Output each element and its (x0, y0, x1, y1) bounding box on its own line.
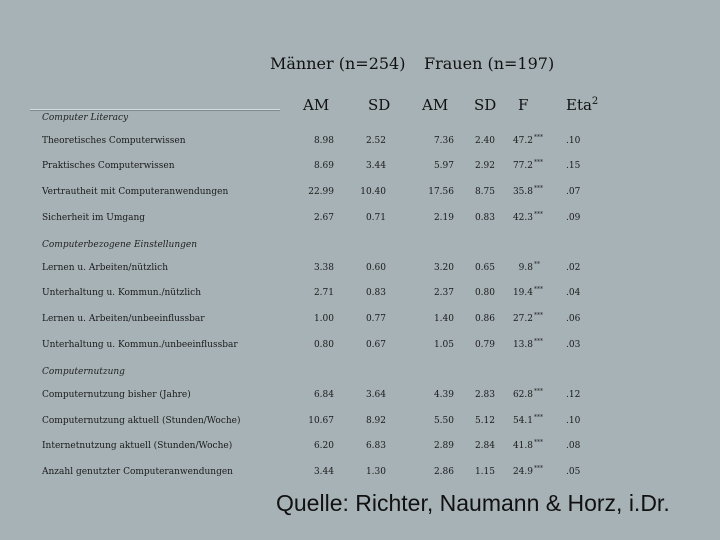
cell-am-frauen: 5.97 (433, 161, 454, 171)
cell-significance: *** (534, 134, 543, 141)
cell-f: 47.2 (512, 136, 533, 146)
cell-sd-maenner: 6.83 (365, 441, 386, 451)
cell-sd-frauen: 2.84 (474, 441, 495, 451)
cell-eta2: .08 (566, 441, 581, 451)
row-label: Unterhaltung u. Kommun./unbeeinflussbar (42, 340, 238, 350)
row-label: Unterhaltung u. Kommun./nützlich (42, 288, 202, 298)
cell-am-frauen: 2.19 (433, 213, 454, 223)
row-label: Theoretisches Computerwissen (42, 136, 186, 146)
cell-f: 24.9 (512, 467, 533, 477)
cell-sd-frauen: 2.92 (474, 161, 495, 171)
col-header-am-frauen: AM (422, 96, 449, 114)
table-row (0, 263, 720, 277)
cell-sd-maenner: 0.67 (365, 340, 386, 350)
cell-sd-maenner: 8.92 (365, 416, 386, 426)
cell-eta2: .07 (566, 187, 581, 197)
table-row (0, 441, 720, 455)
cell-am-maenner: 2.67 (313, 213, 334, 223)
cell-am-frauen: 1.40 (433, 314, 454, 324)
cell-significance: *** (534, 185, 543, 192)
section-computer-literacy: Computer Literacy (42, 113, 129, 123)
col-header-am-maenner: AM (303, 96, 330, 114)
cell-sd-maenner: 3.44 (365, 161, 386, 171)
cell-eta2: .10 (566, 136, 581, 146)
row-label: Internetnutzung aktuell (Stunden/Woche) (42, 441, 233, 451)
cell-eta2: .12 (566, 390, 581, 400)
cell-sd-maenner: 3.64 (365, 390, 386, 400)
cell-sd-frauen: 2.83 (474, 390, 495, 400)
table-row (0, 416, 720, 430)
row-label: Sicherheit im Umgang (42, 213, 146, 223)
cell-sd-frauen: 0.86 (474, 314, 495, 324)
col-header-eta2 (566, 96, 598, 114)
cell-sd-frauen: 0.65 (474, 263, 495, 273)
cell-sd-frauen: 8.75 (474, 187, 495, 197)
cell-sd-maenner: 0.71 (365, 213, 386, 223)
cell-eta2: .05 (566, 467, 581, 477)
group-header-frauen: Frauen (n=197) (424, 54, 555, 73)
cell-am-frauen: 17.56 (428, 187, 454, 197)
cell-am-frauen: 2.89 (433, 441, 454, 451)
cell-am-maenner: 8.69 (313, 161, 334, 171)
table-row (0, 187, 720, 201)
cell-am-frauen: 1.05 (433, 340, 454, 350)
cell-significance: *** (534, 211, 543, 218)
row-label: Lernen u. Arbeiten/nützlich (42, 263, 168, 273)
section-einstellungen: Computerbezogene Einstellungen (42, 240, 197, 250)
cell-f: 35.8 (512, 187, 533, 197)
cell-sd-frauen: 0.79 (474, 340, 495, 350)
cell-significance: *** (534, 338, 543, 345)
cell-f: 41.8 (512, 441, 533, 451)
cell-significance: *** (534, 414, 543, 421)
table-row (0, 340, 720, 354)
cell-sd-maenner: 0.77 (365, 314, 386, 324)
row-label: Computernutzung bisher (Jahre) (42, 390, 191, 400)
cell-f: 54.1 (512, 416, 533, 426)
cell-significance: *** (534, 312, 543, 319)
cell-eta2: .04 (566, 288, 581, 298)
col-header-sd-frauen: SD (474, 96, 497, 114)
cell-am-maenner: 3.44 (313, 467, 334, 477)
cell-sd-maenner: 2.52 (365, 136, 386, 146)
cell-am-maenner: 1.00 (313, 314, 334, 324)
cell-am-frauen: 2.37 (433, 288, 454, 298)
cell-am-maenner: 0.80 (313, 340, 334, 350)
cell-am-frauen: 5.50 (433, 416, 454, 426)
cell-eta2: .06 (566, 314, 581, 324)
header-divider (30, 109, 280, 111)
cell-eta2: .15 (566, 161, 581, 171)
cell-f: 9.8 (518, 263, 533, 273)
cell-significance: *** (534, 439, 543, 446)
cell-f: 19.4 (512, 288, 533, 298)
cell-am-maenner: 6.84 (313, 390, 334, 400)
cell-am-maenner: 6.20 (313, 441, 334, 451)
group-header-maenner: Männer (n=254) (270, 54, 406, 73)
cell-am-frauen: 4.39 (433, 390, 454, 400)
cell-significance: ** (534, 261, 540, 268)
table-row (0, 314, 720, 328)
cell-am-frauen: 3.20 (433, 263, 454, 273)
eta-superscript: 2 (591, 96, 599, 107)
section-computernutzung: Computernutzung (42, 367, 125, 377)
table-row (0, 136, 720, 150)
cell-am-frauen: 2.86 (433, 467, 454, 477)
cell-am-maenner: 10.67 (308, 416, 334, 426)
cell-am-maenner: 8.98 (313, 136, 334, 146)
table-row (0, 390, 720, 404)
cell-sd-maenner: 1.30 (365, 467, 386, 477)
cell-am-maenner: 2.71 (313, 288, 334, 298)
cell-sd-frauen: 2.40 (474, 136, 495, 146)
cell-sd-frauen: 0.80 (474, 288, 495, 298)
cell-f: 27.2 (512, 314, 533, 324)
cell-eta2: .02 (566, 263, 581, 273)
row-label: Praktisches Computerwissen (42, 161, 175, 171)
cell-sd-maenner: 10.40 (360, 187, 386, 197)
cell-eta2: .03 (566, 340, 581, 350)
cell-f: 13.8 (512, 340, 533, 350)
cell-eta2: .09 (566, 213, 581, 223)
cell-significance: *** (534, 159, 543, 166)
cell-sd-frauen: 0.83 (474, 213, 495, 223)
eta-base: Eta (566, 96, 592, 114)
cell-f: 77.2 (512, 161, 533, 171)
source-citation: Quelle: Richter, Naumann & Horz, i.Dr. (276, 490, 670, 516)
table-row (0, 161, 720, 175)
table-row (0, 467, 720, 481)
cell-sd-frauen: 1.15 (474, 467, 495, 477)
row-label: Computernutzung aktuell (Stunden/Woche) (42, 416, 241, 426)
cell-am-maenner: 3.38 (313, 263, 334, 273)
table-row (0, 213, 720, 227)
cell-sd-maenner: 0.60 (365, 263, 386, 273)
cell-am-maenner: 22.99 (308, 187, 334, 197)
row-label: Vertrautheit mit Computeranwendungen (42, 187, 229, 197)
cell-significance: *** (534, 465, 543, 472)
cell-f: 42.3 (512, 213, 533, 223)
cell-am-frauen: 7.36 (433, 136, 454, 146)
cell-sd-maenner: 0.83 (365, 288, 386, 298)
cell-significance: *** (534, 286, 543, 293)
col-header-sd-maenner: SD (368, 96, 391, 114)
cell-sd-frauen: 5.12 (474, 416, 495, 426)
cell-f: 62.8 (512, 390, 533, 400)
col-header-f: F (518, 96, 529, 114)
table-row (0, 288, 720, 302)
cell-significance: *** (534, 388, 543, 395)
row-label: Lernen u. Arbeiten/unbeeinflussbar (42, 314, 205, 324)
row-label: Anzahl genutzter Computeranwendungen (42, 467, 233, 477)
cell-eta2: .10 (566, 416, 581, 426)
